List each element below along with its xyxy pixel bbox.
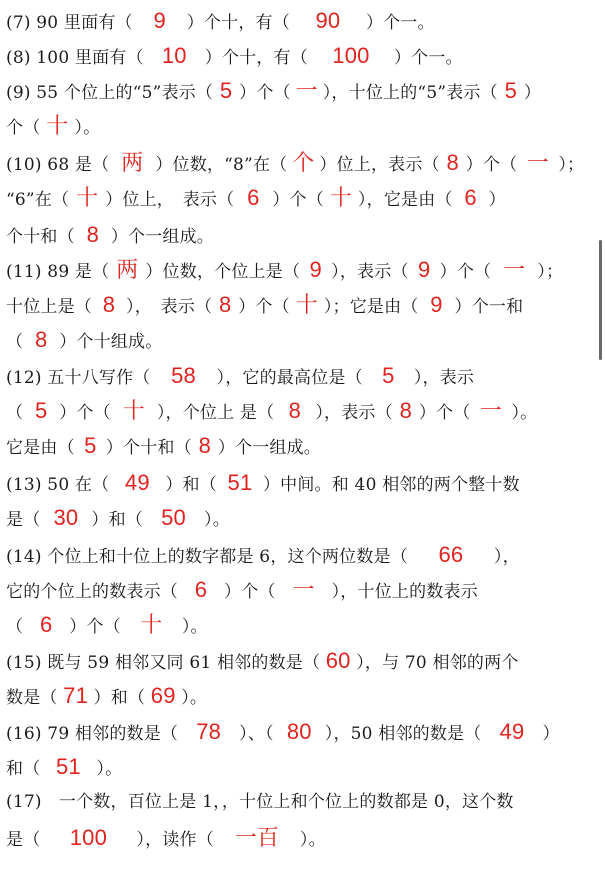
answer-text: 8: [218, 292, 232, 317]
worksheet-line: [6, 145, 584, 180]
answer-text: 69: [150, 683, 176, 708]
question-text: ），十位上的数表示: [331, 582, 478, 602]
answer-text: 60: [325, 648, 351, 673]
scrollbar-thumb[interactable]: [599, 240, 602, 360]
question-text: ）位上，表示（: [319, 155, 440, 175]
question-text: ）个十，有（: [186, 13, 290, 33]
question-text: ）个一组成。: [217, 438, 322, 458]
question-text: ），表示: [413, 368, 475, 388]
question-text: ），表示（: [315, 403, 393, 423]
question-text: ），它是由（: [357, 190, 453, 210]
answer-text: 5: [219, 78, 233, 103]
answer-text: 9: [309, 257, 322, 282]
worksheet-line: [6, 38, 463, 73]
answer-text: 5: [382, 363, 395, 388]
question-text: ）、（: [239, 724, 274, 744]
question-text: ）；: [558, 155, 585, 175]
question-text: ）个（: [418, 403, 471, 423]
answer-text: 5: [84, 433, 97, 458]
answer-text: 8: [399, 398, 413, 423]
answer-text: 6: [39, 612, 53, 637]
question-text: ）个十，有（: [204, 48, 308, 68]
answer-text: 90: [315, 8, 341, 33]
answer-text: 个: [292, 150, 315, 175]
question-text: ），个位上 是（: [156, 403, 275, 423]
question-text: ）。: [299, 830, 326, 850]
question-text: ）个（: [224, 582, 276, 602]
question-text: ），与 70 相邻的两个: [356, 653, 519, 673]
question-text: ）。: [204, 510, 230, 530]
question-text: 十位上是（: [6, 297, 92, 317]
question-text: ），表示（: [331, 262, 409, 282]
question-text: ）。: [181, 688, 208, 708]
question-text: (13) 50 在（: [6, 475, 110, 495]
answer-text: 十: [295, 292, 318, 317]
answer-text: 49: [124, 470, 150, 495]
question-text: ）位上， 表示（: [105, 190, 235, 210]
answer-text: 十: [329, 185, 353, 210]
worksheet-line: [6, 643, 519, 678]
answer-text: 6: [247, 185, 260, 210]
question-text: (9) 55 个位上的“5”表示（: [6, 83, 214, 103]
question-text: (17) 一个数，百位上是 1，，十位上和个位上的数都是 0，这个数: [6, 792, 514, 812]
answer-text: 49: [499, 719, 525, 744]
question-text: 个十和（: [6, 227, 75, 247]
question-text: ）: [542, 724, 560, 744]
question-text: ）。: [74, 118, 101, 138]
answer-text: 6: [464, 185, 477, 210]
question-text: （: [6, 403, 24, 423]
worksheet-line: [6, 358, 474, 393]
question-text: ）个（: [465, 155, 518, 175]
question-text: 数是（: [6, 688, 58, 708]
question-text: (8) 100 里面有（: [6, 48, 144, 68]
answer-text: 50: [161, 505, 186, 530]
answer-text: 一: [526, 150, 549, 175]
question-text: 它的个位上的数表示（: [6, 582, 178, 602]
question-text: 是（: [6, 510, 41, 530]
question-text: “6”在（: [6, 190, 70, 210]
question-text: 是（: [6, 830, 41, 850]
question-text: ）个（: [439, 262, 492, 282]
answer-text: 8: [198, 433, 212, 458]
answer-text: 66: [438, 542, 464, 567]
answer-text: 十: [46, 113, 69, 138]
answer-text: 71: [63, 683, 89, 708]
question-text: ）；: [537, 262, 564, 282]
answer-text: 51: [227, 470, 253, 495]
worksheet-line: [6, 714, 560, 749]
answer-text: 十: [76, 185, 99, 210]
answer-text: 100: [332, 43, 370, 68]
worksheet-line: [6, 500, 230, 535]
question-text: ）中间。和 40 相邻的两个整十数: [262, 475, 520, 495]
worksheet-line: [6, 749, 122, 784]
question-text: ）个（: [272, 190, 324, 210]
answer-text: 两: [121, 150, 144, 175]
question-text: 个（: [6, 118, 41, 138]
question-text: (15) 既与 59 相邻又同 61 相邻的数是（: [6, 653, 321, 673]
question-text: 和（: [6, 759, 41, 779]
worksheet-line: [6, 465, 520, 500]
question-text: ）和（: [91, 510, 144, 530]
question-text: ）个（: [59, 403, 111, 423]
question-text: ）。: [96, 759, 123, 779]
question-text: ），: [493, 547, 520, 567]
question-text: ）个（: [69, 617, 121, 637]
answer-text: 100: [69, 825, 108, 850]
question-text: ）: [523, 83, 542, 103]
question-text: ），50 相邻的数是（: [324, 724, 482, 744]
question-text: ）个十组成。: [59, 332, 163, 352]
question-text: ）个一。: [365, 13, 435, 33]
worksheet-line: [6, 287, 523, 322]
question-text: (16) 79 相邻的数是（: [6, 724, 179, 744]
worksheet-line: [6, 678, 207, 713]
worksheet-line: [6, 322, 162, 357]
question-text: ）和（: [165, 475, 217, 495]
worksheet-line: [6, 820, 326, 855]
worksheet-line: [6, 217, 214, 252]
worksheet-line: [6, 3, 435, 38]
worksheet-line: [6, 180, 506, 215]
answer-text: 一: [479, 398, 503, 423]
question-text: ），十位上的“5”表示（: [322, 83, 498, 103]
answer-text: 8: [102, 292, 116, 317]
answer-text: 十: [140, 612, 163, 637]
worksheet-line: [6, 537, 520, 572]
answer-text: 5: [34, 398, 48, 423]
answer-text: 一: [295, 78, 318, 103]
question-text: ）个（: [239, 83, 291, 103]
answer-text: 一: [292, 577, 315, 602]
question-text: （: [6, 332, 24, 352]
answer-text: 51: [55, 754, 81, 779]
answer-text: 10: [161, 43, 187, 68]
answer-text: 58: [171, 363, 196, 388]
answer-text: 8: [34, 327, 48, 352]
answer-text: 8: [446, 150, 459, 175]
worksheet-line: [6, 607, 208, 642]
question-text: ）位数，个位上是（: [145, 262, 301, 282]
question-text: ）个一。: [393, 48, 463, 68]
question-text: ），它的最高位是（: [216, 368, 363, 388]
answer-text: 十: [122, 398, 145, 423]
worksheet-line: [6, 572, 478, 607]
answer-text: 9: [417, 257, 431, 282]
question-text: (14) 个位上和十位上的数字都是 6，这个两位数是（: [6, 547, 408, 567]
question-text: ）个一组成。: [110, 227, 215, 247]
answer-text: 9: [430, 292, 443, 317]
answer-text: 一: [503, 257, 526, 282]
question-text: (7) 90 里面有（: [6, 13, 133, 33]
question-text: ）。: [511, 403, 538, 423]
worksheet-line: [6, 428, 321, 463]
question-text: (11) 89 是（: [6, 262, 110, 282]
worksheet-line: [6, 73, 541, 108]
question-text: (10) 68 是（: [6, 155, 110, 175]
answer-text: 30: [53, 505, 79, 530]
question-text: ）。: [181, 617, 208, 637]
question-text: (12) 五十八写作（: [6, 368, 151, 388]
worksheet-line: [6, 393, 537, 428]
question-text: ）个一和: [454, 297, 524, 317]
answer-text: 78: [196, 719, 222, 744]
question-text: ），读作（: [136, 830, 214, 850]
answer-text: 6: [194, 577, 208, 602]
question-text: ）位数，“8”在（: [155, 155, 288, 175]
question-text: ）个十和（: [105, 438, 192, 458]
answer-text: 8: [86, 222, 100, 247]
question-text: ）个（: [238, 297, 290, 317]
worksheet-line: [6, 108, 100, 143]
answer-text: 一百: [234, 825, 280, 850]
question-text: ）: [488, 190, 506, 210]
answer-text: 5: [504, 78, 518, 103]
question-text: ）， 表示（: [126, 297, 213, 317]
answer-text: 两: [116, 257, 139, 282]
question-text: 它是由（: [6, 438, 75, 458]
worksheet-line: [6, 252, 563, 287]
answer-text: 8: [288, 398, 302, 423]
question-text: ）；它是由（: [323, 297, 419, 317]
answer-text: 80: [286, 719, 312, 744]
worksheet-line: [6, 785, 514, 820]
answer-text: 9: [153, 8, 166, 33]
question-text: ）和（: [93, 688, 146, 708]
question-text: （: [6, 617, 24, 637]
